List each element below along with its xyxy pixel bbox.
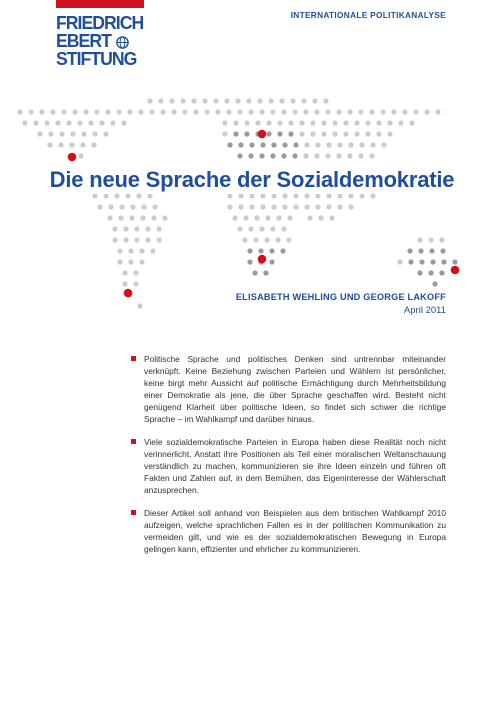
map-dot — [287, 215, 292, 220]
logo-line-1: FRIEDRICH — [56, 13, 144, 33]
logo-line-2: EBERT — [56, 31, 111, 51]
map-dot — [222, 131, 227, 136]
map-dot — [130, 204, 135, 209]
map-dot — [128, 259, 133, 264]
map-dot — [227, 204, 232, 209]
map-dot — [119, 204, 124, 209]
map-dot — [237, 226, 242, 231]
map-dot — [150, 248, 155, 253]
map-dot — [123, 226, 128, 231]
map-dot — [293, 204, 298, 209]
map-dot — [244, 120, 249, 125]
map-dot — [332, 120, 337, 125]
map-dot — [428, 237, 433, 242]
map-dot — [286, 237, 291, 242]
map-dot — [343, 120, 348, 125]
map-dot — [260, 193, 265, 198]
map-dot — [358, 109, 363, 114]
map-dot — [50, 109, 55, 114]
map-dot — [145, 226, 150, 231]
map-dot — [275, 237, 280, 242]
map-dot — [107, 215, 112, 220]
map-highlight-dot — [124, 289, 133, 298]
map-dot — [81, 131, 86, 136]
map-highlight-dot — [68, 153, 77, 162]
map-dot — [269, 259, 274, 264]
map-dot — [370, 193, 375, 198]
map-dot — [304, 193, 309, 198]
map-dot — [108, 204, 113, 209]
map-dot — [270, 226, 275, 231]
map-dot — [136, 193, 141, 198]
map-dot — [343, 131, 348, 136]
map-dot — [290, 98, 295, 103]
map-dot — [248, 153, 253, 158]
document-title: Die neue Sprache der Sozialdemokratie — [0, 166, 504, 194]
map-dot — [321, 131, 326, 136]
map-highlight-dot — [258, 130, 267, 139]
map-dot — [257, 98, 262, 103]
map-highlight-dot — [451, 266, 460, 275]
map-dot — [370, 142, 375, 147]
map-dot — [419, 259, 424, 264]
map-dot — [125, 193, 130, 198]
bullet-square-icon — [131, 356, 136, 361]
map-dot — [117, 259, 122, 264]
map-dot — [299, 120, 304, 125]
map-dot — [254, 215, 259, 220]
map-dot — [147, 193, 152, 198]
map-dot — [248, 226, 253, 231]
map-dot — [252, 270, 257, 275]
map-dot — [288, 120, 293, 125]
map-dot — [259, 153, 264, 158]
map-dot — [380, 109, 385, 114]
map-dot — [381, 142, 386, 147]
logo-line-3: STIFTUNG — [56, 49, 137, 69]
map-dot — [435, 109, 440, 114]
map-dot — [282, 204, 287, 209]
map-dot — [266, 120, 271, 125]
map-dot — [348, 142, 353, 147]
map-dot — [97, 204, 102, 209]
map-dot — [277, 131, 282, 136]
map-dot — [112, 237, 117, 242]
map-dot — [127, 109, 132, 114]
map-dot — [348, 204, 353, 209]
map-dot — [348, 193, 353, 198]
map-dot — [114, 193, 119, 198]
map-dot — [59, 131, 64, 136]
map-dot — [365, 120, 370, 125]
map-dot — [325, 153, 330, 158]
map-dot — [321, 120, 326, 125]
map-dot — [238, 142, 243, 147]
map-dot — [237, 109, 242, 114]
map-dot — [397, 259, 402, 264]
map-dot — [133, 281, 138, 286]
map-dot — [424, 109, 429, 114]
map-dot — [232, 215, 237, 220]
map-dot — [39, 109, 44, 114]
map-dot — [255, 120, 260, 125]
map-dot — [128, 248, 133, 253]
map-dot — [247, 248, 252, 253]
map-dot — [279, 98, 284, 103]
map-dot — [304, 142, 309, 147]
map-dot — [409, 120, 414, 125]
map-dot — [315, 142, 320, 147]
map-dot — [149, 109, 154, 114]
map-dot — [314, 109, 319, 114]
map-dot — [315, 193, 320, 198]
map-dot — [365, 131, 370, 136]
map-dot — [326, 142, 331, 147]
map-dot — [235, 98, 240, 103]
map-dot — [92, 193, 97, 198]
map-dot — [354, 131, 359, 136]
map-dot — [122, 281, 127, 286]
map-dot — [310, 131, 315, 136]
summary-item — [131, 507, 446, 555]
map-dot — [139, 248, 144, 253]
map-dot — [237, 153, 242, 158]
map-dot — [247, 259, 252, 264]
map-dot — [281, 226, 286, 231]
map-dot — [293, 193, 298, 198]
map-dot — [103, 131, 108, 136]
map-dot — [110, 120, 115, 125]
map-dot — [94, 109, 99, 114]
map-dot — [156, 237, 161, 242]
map-dot — [118, 215, 123, 220]
map-dot — [398, 120, 403, 125]
map-highlight-dot — [258, 255, 267, 264]
map-dot — [260, 142, 265, 147]
map-dot — [329, 215, 334, 220]
map-dot — [112, 226, 117, 231]
map-dot — [233, 120, 238, 125]
map-dot — [134, 226, 139, 231]
map-dot — [266, 131, 271, 136]
map-dot — [304, 204, 309, 209]
map-dot — [439, 237, 444, 242]
map-dot — [138, 109, 143, 114]
map-dot — [61, 109, 66, 114]
map-dot — [182, 109, 187, 114]
map-dot — [282, 193, 287, 198]
map-dot — [202, 98, 207, 103]
map-dot — [301, 98, 306, 103]
map-dot — [293, 142, 298, 147]
map-dot — [369, 153, 374, 158]
map-dot — [391, 109, 396, 114]
map-dot — [238, 193, 243, 198]
map-dot — [428, 270, 433, 275]
map-dot — [354, 120, 359, 125]
map-dot — [233, 131, 238, 136]
map-dot — [246, 98, 251, 103]
map-dot — [270, 109, 275, 114]
map-dot — [440, 248, 445, 253]
map-dot — [204, 109, 209, 114]
publication-date: April 2011 — [403, 305, 446, 316]
summary-item — [131, 353, 446, 425]
map-dot — [418, 248, 423, 253]
map-dot — [253, 237, 258, 242]
map-dot — [264, 237, 269, 242]
map-dot — [263, 270, 268, 275]
map-dot — [226, 109, 231, 114]
map-dot — [70, 131, 75, 136]
map-dot — [336, 109, 341, 114]
world-dot-map — [0, 0, 504, 320]
map-dot — [337, 142, 342, 147]
map-dot — [441, 259, 446, 264]
map-dot — [139, 259, 144, 264]
map-dot — [347, 109, 352, 114]
map-dot — [413, 109, 418, 114]
map-dot — [265, 215, 270, 220]
map-dot — [347, 153, 352, 158]
map-dot — [315, 204, 320, 209]
map-dot — [141, 204, 146, 209]
map-dot — [66, 120, 71, 125]
map-dot — [123, 237, 128, 242]
map-dot — [260, 204, 265, 209]
map-dot — [310, 120, 315, 125]
map-dot — [83, 109, 88, 114]
map-dot — [417, 270, 422, 275]
map-dot — [402, 109, 407, 114]
summary-text: Viele sozialdemokratische Parteien in Europa haben diese Realität noch nicht verinnerlicht. Anstatt ihre Positionen als Teil einer moralischen Weltanschauung verständlich zu machen, kommunizieren sie ihre Ideen einzeln und führen oft Fakten und Zahlen auf, in dem Bemühen, das Eigeninteresse der Wählerschaft anzusprechen. — [144, 437, 446, 495]
map-dot — [117, 248, 122, 253]
map-dot — [227, 193, 232, 198]
map-dot — [169, 98, 174, 103]
summary-item — [131, 436, 446, 496]
map-dot — [281, 109, 286, 114]
summary-list — [131, 353, 446, 566]
bullet-square-icon — [131, 510, 136, 515]
map-dot — [129, 215, 134, 220]
map-dot — [336, 153, 341, 158]
map-dot — [332, 131, 337, 136]
map-dot — [249, 193, 254, 198]
map-dot — [452, 259, 457, 264]
map-dot — [258, 248, 263, 253]
map-dot — [281, 153, 286, 158]
map-dot — [292, 109, 297, 114]
map-dot — [429, 248, 434, 253]
map-dot — [28, 109, 33, 114]
map-dot — [180, 98, 185, 103]
map-dot — [430, 259, 435, 264]
map-dot — [337, 193, 342, 198]
map-dot — [103, 193, 108, 198]
map-dot — [359, 142, 364, 147]
map-dot — [376, 131, 381, 136]
map-dot — [88, 120, 93, 125]
map-dot — [91, 142, 96, 147]
map-dot — [37, 131, 42, 136]
map-dot — [303, 153, 308, 158]
map-dot — [325, 109, 330, 114]
map-dot — [358, 153, 363, 158]
map-dot — [282, 142, 287, 147]
map-dot — [259, 109, 264, 114]
map-dot — [268, 98, 273, 103]
map-dot — [314, 153, 319, 158]
map-dot — [407, 248, 412, 253]
map-dot — [369, 109, 374, 114]
map-dot — [292, 153, 297, 158]
map-dot — [439, 270, 444, 275]
map-dot — [55, 120, 60, 125]
map-dot — [122, 270, 127, 275]
map-dot — [145, 237, 150, 242]
map-dot — [271, 204, 276, 209]
map-dot — [248, 109, 253, 114]
map-dot — [47, 142, 52, 147]
map-dot — [323, 98, 328, 103]
map-dot — [22, 120, 27, 125]
map-dot — [359, 193, 364, 198]
map-dot — [271, 142, 276, 147]
map-dot — [140, 215, 145, 220]
map-dot — [80, 142, 85, 147]
map-dot — [307, 215, 312, 220]
map-dot — [77, 120, 82, 125]
map-dot — [116, 109, 121, 114]
map-dot — [299, 131, 304, 136]
map-dot — [277, 120, 282, 125]
series-title: INTERNATIONALE POLITIKANALYSE — [290, 10, 446, 20]
map-dot — [249, 204, 254, 209]
summary-text: Politische Sprache und politisches Denken sind untrennbar miteinander verknüpft. Keine Beziehung zwischen Parteien und Wählern ist persönlicher, keine birgt mehr Aussicht auf politische Ermächtigung durch Mehrheitsbildung einer Demokratie als jene, die über Sprache geschaffen wird. Besteht nicht genügend Klarheit über politische Ideen, so findet sich schwer die richtige Sprache – im Wahlkampf und darüber hinaus. — [144, 354, 446, 424]
map-dot — [222, 120, 227, 125]
map-dot — [156, 226, 161, 231]
map-dot — [249, 142, 254, 147]
map-dot — [33, 120, 38, 125]
map-dot — [152, 204, 157, 209]
map-dot — [193, 109, 198, 114]
map-dot — [271, 193, 276, 198]
map-dot — [72, 109, 77, 114]
map-dot — [318, 215, 323, 220]
map-dot — [17, 109, 22, 114]
map-dot — [162, 215, 167, 220]
authors: ELISABETH WEHLING UND GEORGE LAKOFF — [235, 292, 446, 302]
map-dot — [259, 226, 264, 231]
map-dot — [215, 109, 220, 114]
map-dot — [134, 237, 139, 242]
map-dot — [48, 131, 53, 136]
map-dot — [147, 98, 152, 103]
map-dot — [269, 248, 274, 253]
map-dot — [244, 131, 249, 136]
map-dot — [58, 142, 63, 147]
map-dot — [171, 109, 176, 114]
map-dot — [326, 204, 331, 209]
map-dot — [238, 204, 243, 209]
map-dot — [137, 303, 142, 308]
map-dot — [227, 142, 232, 147]
map-dot — [312, 98, 317, 103]
map-dot — [243, 215, 248, 220]
bullet-square-icon — [131, 439, 136, 444]
map-dot — [288, 131, 293, 136]
map-dot — [78, 153, 83, 158]
map-dot — [105, 109, 110, 114]
map-dot — [158, 98, 163, 103]
map-dot — [326, 193, 331, 198]
map-dot — [151, 215, 156, 220]
map-dot — [224, 98, 229, 103]
map-dot — [160, 109, 165, 114]
map-dot — [213, 98, 218, 103]
map-dot — [303, 109, 308, 114]
map-dot — [280, 248, 285, 253]
map-dot — [44, 120, 49, 125]
map-dot — [69, 142, 74, 147]
map-dot — [133, 270, 138, 275]
map-dot — [191, 98, 196, 103]
summary-text: Dieser Artikel soll anhand von Beispielen aus dem britischen Wahlkampf 2010 aufzeigen, welche sprachlichen Fallen es in der politischen Kommunikation zu vermeiden gilt, und wie es der sozialdemokratischen Bewegung in Europa gelingen kann, effizienter und ehrlicher zu kommunizieren. — [144, 508, 446, 554]
map-dot — [276, 215, 281, 220]
map-dot — [92, 131, 97, 136]
map-dot — [408, 259, 413, 264]
map-dot — [121, 120, 126, 125]
map-dot — [417, 237, 422, 242]
map-dot — [242, 237, 247, 242]
map-dot — [337, 204, 342, 209]
map-dot — [376, 120, 381, 125]
map-dot — [432, 281, 437, 286]
map-dot — [270, 153, 275, 158]
map-dot — [387, 120, 392, 125]
map-dot — [99, 120, 104, 125]
map-dot — [387, 131, 392, 136]
